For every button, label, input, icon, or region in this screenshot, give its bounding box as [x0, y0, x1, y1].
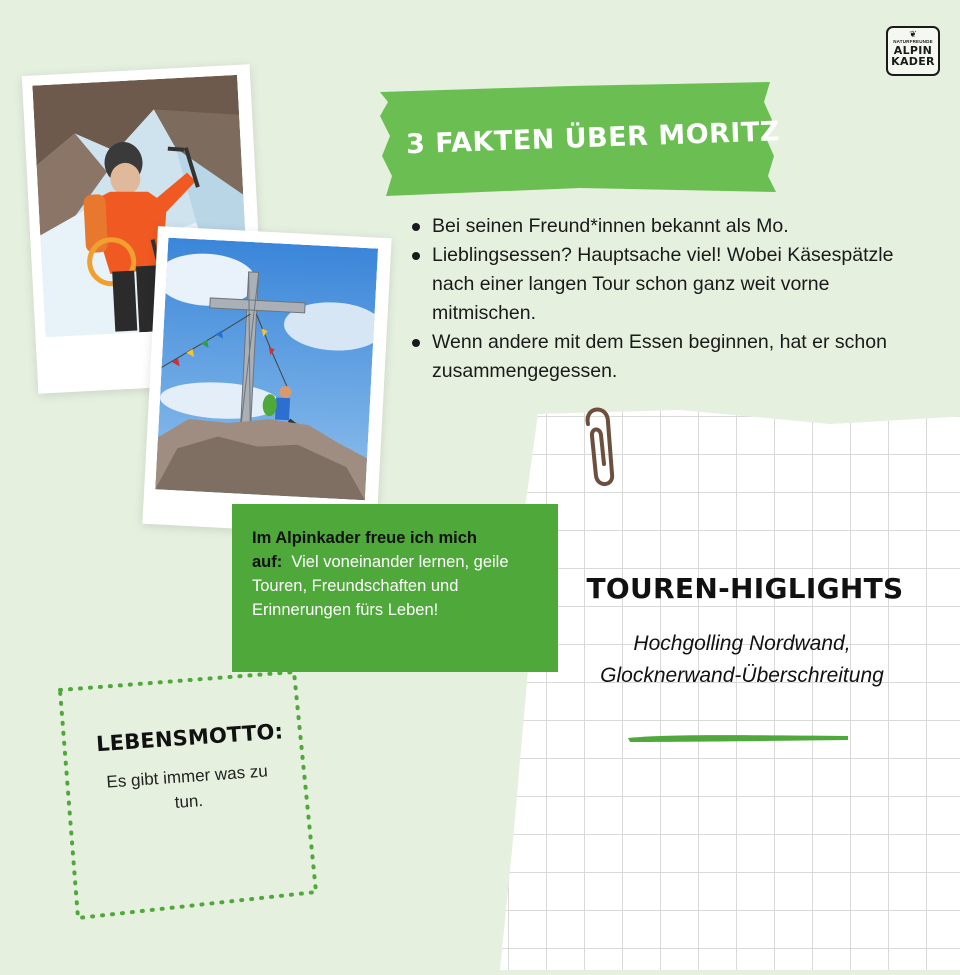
alpinkader-lead: Im Alpinkader freue ich mich auf:: [252, 529, 477, 571]
summit-image: [155, 238, 378, 501]
bullet-icon: [412, 339, 420, 347]
fact-item: [408, 241, 928, 328]
logo-line-1: ALPIN: [893, 44, 933, 57]
fact-item: [408, 328, 928, 386]
banner-title: 3 FAKTEN ÜBER MORITZ: [405, 116, 781, 161]
logo-line-2: KADER: [891, 55, 935, 68]
motto-text: Es gibt immer was zu tun.: [105, 761, 269, 812]
photo-summit-cross: [142, 226, 391, 536]
touren-text: Hochgolling Nordwand, Glocknerwand-Überschreitung: [600, 632, 884, 687]
fact-item: [408, 212, 928, 241]
bullet-icon: [412, 252, 420, 260]
logo-small-text: NATURFREUNDE: [893, 39, 933, 44]
green-brush-line: [626, 730, 850, 744]
touren-title: TOUREN-HIGLIGHTS: [586, 572, 904, 605]
motto-title: LEBENSMOTTO:: [95, 719, 284, 757]
fact-text: Bei seinen Freund*innen bekannt als Mo.: [432, 215, 789, 237]
bullet-icon: [412, 223, 420, 231]
title-banner: [380, 80, 780, 198]
facts-list: [408, 212, 928, 386]
fact-text: Lieblingsessen? Hauptsache viel! Wobei Käsespätzle nach einer langen Tour schon ganz weit vorne mitmischen.: [432, 244, 894, 324]
alpinkader-logo: [886, 26, 940, 76]
alpinkader-text: Viel voneinander lernen, geile Touren, Freundschaften und Erinnerungen fürs Leben!: [252, 553, 509, 619]
fact-text: Wenn andere mit dem Essen beginnen, hat er schon zusammengegessen.: [432, 331, 887, 382]
paperclip-icon: [576, 402, 626, 488]
leaf-icon: ❦: [909, 29, 917, 39]
alpinkader-box: [232, 504, 558, 672]
